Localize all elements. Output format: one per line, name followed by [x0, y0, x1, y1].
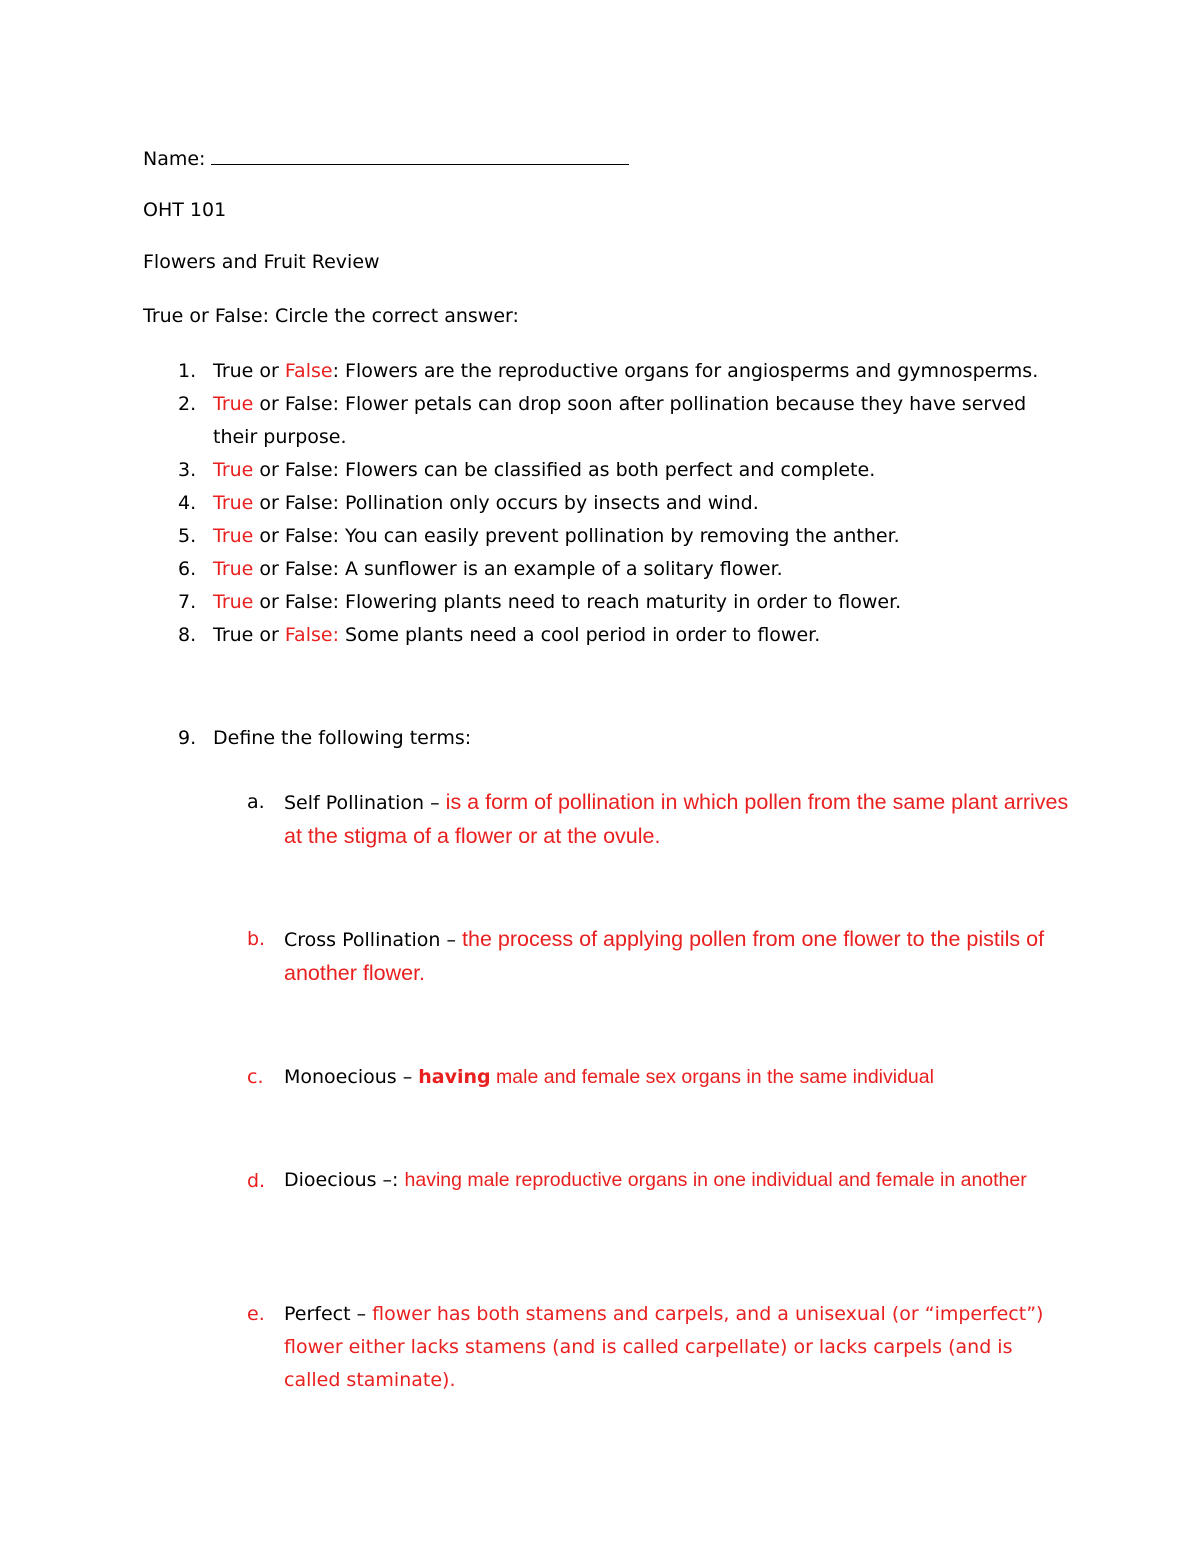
- definition-answer-bold: having: [418, 1066, 491, 1088]
- definition-body: [284, 1061, 1074, 1094]
- option-true[interactable]: True: [213, 624, 254, 646]
- option-false[interactable]: False: [284, 525, 333, 547]
- definition-answer: the process of applying pollen from one flower to the pistils of another flower.: [284, 927, 1045, 985]
- definition-term: Perfect –: [284, 1303, 373, 1325]
- option-true-circled[interactable]: True: [213, 492, 254, 514]
- tf-item-2: [0, 388, 1053, 454]
- definition-body: [284, 786, 1074, 854]
- course-code: OHT 101: [143, 199, 227, 221]
- option-true-circled[interactable]: True: [213, 558, 254, 580]
- definition-letter: e.: [247, 1303, 265, 1325]
- or-text: or: [253, 525, 285, 547]
- statement-text: : A sunflower is an example of a solitary flower.: [332, 558, 783, 580]
- or-text: or: [253, 591, 285, 613]
- definition-term: Self Pollination –: [284, 792, 446, 814]
- definition-term: Cross Pollination –: [284, 929, 463, 951]
- tf-item-4: [0, 487, 1053, 520]
- statement-text: Some plants need a cool period in order to flower.: [338, 624, 821, 646]
- option-true-circled[interactable]: True: [213, 393, 254, 415]
- or-text: or: [253, 558, 285, 580]
- item-number: 8.: [178, 624, 197, 646]
- item-number: 1.: [178, 360, 197, 382]
- item-number: 9.: [178, 727, 197, 749]
- definition-letter: b.: [247, 928, 266, 950]
- tf-item-8: [0, 619, 1053, 652]
- definition-answer: having male reproductive organs in one individual and female in another: [404, 1169, 1027, 1191]
- item-number: 2.: [178, 393, 197, 415]
- true-false-list: [0, 355, 1200, 652]
- name-blank-field[interactable]: [211, 146, 629, 165]
- tf-item-1: [0, 355, 1053, 388]
- option-false[interactable]: False: [284, 591, 333, 613]
- option-false[interactable]: False: [284, 393, 333, 415]
- item-number: 5.: [178, 525, 197, 547]
- definition-answer: flower has both stamens and carpels, and a unisexual (or “imperfect”) flower either lacks stamens (and is called carpellate) or lacks carpels (and is called staminate).: [284, 1303, 1044, 1391]
- definition-answer: is a form of pollination in which pollen from the same plant arrives at the stigma of a flower or at the ovule.: [284, 790, 1069, 848]
- definition-letter: c.: [247, 1066, 264, 1088]
- name-line: [143, 146, 629, 171]
- or-text: or: [253, 393, 285, 415]
- define-label: Define the following terms:: [213, 727, 472, 749]
- definition-body: [284, 1165, 1074, 1196]
- item-number: 4.: [178, 492, 197, 514]
- option-false[interactable]: False: [284, 492, 333, 514]
- statement-text: : Flowers are the reproductive organs for angiosperms and gymnosperms.: [332, 360, 1039, 382]
- option-true-circled[interactable]: True: [213, 459, 254, 481]
- tf-item-3: [0, 454, 1053, 487]
- definition-term: Monoecious –: [284, 1066, 419, 1088]
- item-number: 6.: [178, 558, 197, 580]
- option-false[interactable]: False: [284, 459, 333, 481]
- statement-text: : Flower petals can drop soon after pollination because they have served their purpose.: [213, 393, 1027, 448]
- statement-text: : You can easily prevent pollination by removing the anther.: [332, 525, 900, 547]
- worksheet-title: Flowers and Fruit Review: [143, 251, 380, 273]
- definition-body: [284, 1298, 1074, 1397]
- or-text: or: [253, 459, 285, 481]
- definition-term: Dioecious –:: [284, 1169, 405, 1191]
- tf-item-5: [0, 520, 1053, 553]
- option-true[interactable]: True: [213, 360, 254, 382]
- or-text: or: [253, 360, 285, 382]
- option-true-circled[interactable]: True: [213, 525, 254, 547]
- item-number: 7.: [178, 591, 197, 613]
- tf-item-6: [0, 553, 1053, 586]
- option-true-circled[interactable]: True: [213, 591, 254, 613]
- option-false-circled[interactable]: False:: [284, 624, 339, 646]
- tf-item-7: [0, 586, 1053, 619]
- instructions: True or False: Circle the correct answer:: [143, 305, 519, 327]
- definition-letter: d.: [247, 1170, 266, 1192]
- statement-text: : Flowers can be classified as both perfect and complete.: [332, 459, 876, 481]
- item-number: 3.: [178, 459, 197, 481]
- or-text: or: [253, 624, 285, 646]
- definition-body: [284, 923, 1074, 991]
- statement-text: : Flowering plants need to reach maturity in order to flower.: [332, 591, 902, 613]
- option-false[interactable]: False: [284, 558, 333, 580]
- or-text: or: [253, 492, 285, 514]
- definition-answer: male and female sex organs in the same individual: [490, 1066, 934, 1088]
- definition-letter: a.: [247, 791, 265, 813]
- option-false-circled[interactable]: False: [284, 360, 333, 382]
- statement-text: : Pollination only occurs by insects and wind.: [332, 492, 759, 514]
- name-label: Name:: [143, 148, 206, 170]
